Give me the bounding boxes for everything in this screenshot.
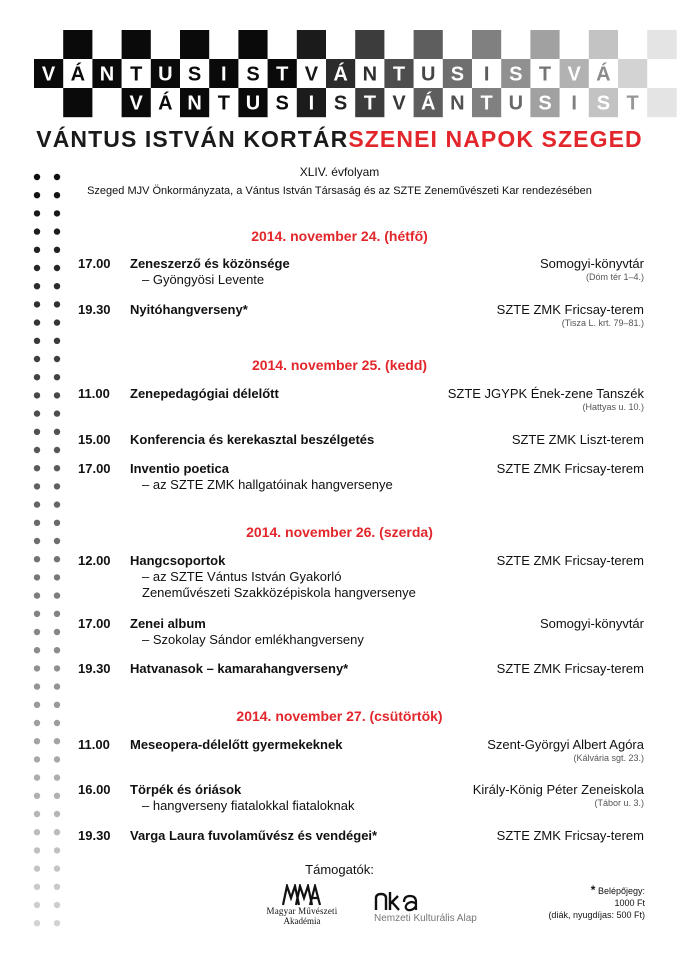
decor-dot bbox=[54, 592, 60, 598]
banner-letter: S bbox=[187, 63, 202, 86]
event-subtitle: – az SZTE Vántus István Gyakorló bbox=[142, 569, 342, 584]
decor-dot bbox=[34, 410, 40, 416]
event-name: Zenei album bbox=[130, 616, 206, 631]
decor-dot bbox=[54, 301, 60, 307]
event-address: (Tisza L. krt. 79–81.) bbox=[561, 318, 644, 328]
checker-cell bbox=[647, 59, 677, 88]
checker-cell bbox=[268, 30, 298, 59]
decor-dot bbox=[34, 756, 40, 762]
banner-letter: S bbox=[509, 63, 523, 86]
event-address: (Tábor u. 3.) bbox=[594, 798, 644, 808]
decor-dot bbox=[54, 556, 60, 562]
decor-dot bbox=[34, 556, 40, 562]
banner-letter: Á bbox=[596, 63, 611, 86]
decor-dot bbox=[54, 247, 60, 253]
banner-letter: N bbox=[187, 92, 202, 115]
decor-dot bbox=[34, 847, 40, 853]
decor-dot bbox=[54, 738, 60, 744]
day-heading: 2014. november 24. (hétfő) bbox=[251, 228, 428, 244]
banner-letter: T bbox=[363, 92, 376, 115]
decor-dot bbox=[54, 774, 60, 780]
event-time: 17.00 bbox=[78, 256, 111, 271]
checker-cell bbox=[122, 30, 152, 59]
event-name: Nyitóhangverseny* bbox=[130, 302, 248, 317]
event-time: 11.00 bbox=[78, 737, 110, 752]
event-address: (Hattyas u. 10.) bbox=[582, 402, 644, 412]
banner-letter: S bbox=[596, 92, 611, 115]
event-name: Meseopera-délelőtt gyermekeknek bbox=[130, 737, 343, 752]
checker-cell bbox=[180, 30, 210, 59]
checker-cell bbox=[472, 30, 502, 59]
checkerboard-banner bbox=[0, 0, 679, 130]
checker-cell bbox=[355, 30, 385, 59]
decor-dot bbox=[54, 811, 60, 817]
checker-cell bbox=[92, 30, 122, 59]
day-heading: 2014. november 25. (kedd) bbox=[251, 357, 428, 373]
decor-dot bbox=[34, 629, 40, 635]
checker-cell bbox=[589, 30, 619, 59]
event-venue: Somogyi-könyvtár bbox=[539, 616, 644, 631]
checker-cell bbox=[618, 30, 648, 59]
decor-dot bbox=[54, 847, 60, 853]
decor-dot bbox=[34, 611, 40, 617]
banner-letter: N bbox=[99, 63, 115, 86]
banner-letter: Á bbox=[70, 63, 86, 86]
event-name: Inventio poetica bbox=[130, 461, 229, 476]
mma-name-line1: Magyar Művészeti bbox=[266, 906, 338, 916]
checker-cell bbox=[560, 30, 590, 59]
banner-letter: T bbox=[217, 92, 230, 115]
decor-dot bbox=[54, 920, 60, 926]
decor-dot bbox=[54, 611, 60, 617]
event-name: Zenepedagógiai délelőtt bbox=[130, 386, 279, 401]
decor-dot bbox=[34, 574, 40, 580]
decor-dot bbox=[54, 629, 60, 635]
checker-cell bbox=[238, 30, 268, 59]
banner-letter: T bbox=[480, 92, 493, 115]
decor-dot bbox=[34, 210, 40, 216]
banner-letter: S bbox=[450, 63, 465, 86]
decor-dot bbox=[34, 884, 40, 890]
checker-cell bbox=[92, 88, 122, 117]
event-name: Varga Laura fuvolaművész és vendégei* bbox=[130, 828, 378, 843]
decor-dot bbox=[34, 374, 40, 380]
banner-letter: S bbox=[538, 92, 552, 115]
banner-letter: U bbox=[508, 92, 524, 115]
decor-dot bbox=[54, 392, 60, 398]
event-venue: SZTE ZMK Fricsay-terem bbox=[496, 553, 644, 568]
banner-letter: T bbox=[538, 63, 552, 86]
checker-cell bbox=[443, 30, 473, 59]
banner-letter: N bbox=[362, 63, 378, 86]
event-time: 19.30 bbox=[78, 661, 111, 676]
checker-cell bbox=[501, 30, 531, 59]
decor-dot bbox=[34, 265, 40, 271]
event-subtitle: – hangverseny fiatalokkal fiataloknak bbox=[142, 798, 355, 813]
decor-dot bbox=[34, 301, 40, 307]
ticket-price: 1000 Ft bbox=[614, 898, 645, 908]
decor-dot bbox=[54, 665, 60, 671]
nka-emblem-icon bbox=[374, 890, 422, 912]
decor-dot bbox=[54, 429, 60, 435]
banner-letter: V bbox=[129, 92, 143, 115]
banner-letter: T bbox=[392, 63, 406, 86]
day-heading: 2014. november 27. (csütörtök) bbox=[236, 708, 443, 724]
decor-dot bbox=[34, 447, 40, 453]
event-name: Hatvanasok – kamarahangverseny* bbox=[130, 661, 349, 676]
decor-dot bbox=[54, 647, 60, 653]
decor-dot bbox=[34, 465, 40, 471]
banner-letter: I bbox=[221, 63, 227, 86]
checker-cell bbox=[414, 30, 444, 59]
event-time: 16.00 bbox=[78, 782, 111, 797]
decor-dot bbox=[54, 283, 60, 289]
event-venue: SZTE ZMK Liszt-terem bbox=[511, 432, 644, 447]
banner-letter: S bbox=[275, 92, 289, 115]
decor-dot bbox=[54, 265, 60, 271]
decor-dot bbox=[34, 920, 40, 926]
banner-letter: Á bbox=[158, 92, 173, 115]
banner-letter: I bbox=[308, 92, 315, 115]
decor-dot bbox=[54, 829, 60, 835]
banner-letter: V bbox=[41, 63, 56, 86]
event-venue: SZTE ZMK Fricsay-terem bbox=[496, 461, 644, 476]
event-time: 17.00 bbox=[78, 616, 111, 631]
decor-dot bbox=[34, 829, 40, 835]
title-part-3: SZEGED bbox=[541, 126, 643, 152]
banner-letter: T bbox=[130, 63, 143, 86]
decor-dot bbox=[34, 774, 40, 780]
event-subtitle: Zeneművészeti Szakközépiskola hangversenye bbox=[142, 585, 416, 600]
checker-cell bbox=[384, 30, 414, 59]
event-address: (Dóm tér 1–4.) bbox=[585, 272, 644, 282]
decor-dot bbox=[34, 283, 40, 289]
event-time: 19.30 bbox=[78, 828, 111, 843]
checker-cell bbox=[530, 30, 560, 59]
event-subtitle: – az SZTE ZMK hallgatóinak hangversenye bbox=[142, 477, 393, 492]
event-time: 17.00 bbox=[78, 461, 111, 476]
event-venue: SZTE ZMK Fricsay-terem bbox=[496, 302, 644, 317]
mma-name-line2: Akadémia bbox=[283, 916, 321, 926]
event-name: Hangcsoportok bbox=[130, 553, 226, 568]
event-venue: Somogyi-könyvtár bbox=[539, 256, 644, 271]
decor-dot bbox=[34, 392, 40, 398]
event-subtitle: – Szokolay Sándor emlékhangverseny bbox=[142, 632, 364, 647]
decor-dot bbox=[54, 501, 60, 507]
ticket-star: * bbox=[590, 883, 596, 897]
decor-dot bbox=[54, 374, 60, 380]
banner-letter: U bbox=[420, 63, 436, 86]
decor-dot bbox=[54, 683, 60, 689]
event-venue: SZTE ZMK Fricsay-terem bbox=[496, 828, 644, 843]
checker-cell bbox=[647, 30, 677, 59]
organizer-line: Szeged MJV Önkormányzata, a Vántus István Társaság és az SZTE Zeneművészeti Kar rendezésében bbox=[87, 185, 592, 197]
decor-dot bbox=[54, 756, 60, 762]
decor-dot bbox=[54, 319, 60, 325]
event-venue: SZTE ZMK Fricsay-terem bbox=[496, 661, 644, 676]
banner-letter: N bbox=[450, 92, 465, 115]
nka-logo bbox=[374, 890, 494, 924]
banner-letter: V bbox=[567, 63, 581, 86]
event-subtitle: – Gyöngyösi Levente bbox=[142, 272, 265, 287]
decor-dot bbox=[54, 902, 60, 908]
sponsors-label: Támogatók: bbox=[305, 862, 374, 877]
decor-dot bbox=[54, 793, 60, 799]
checker-cell bbox=[326, 30, 356, 59]
banner-letter: V bbox=[304, 63, 319, 86]
decor-dot bbox=[54, 447, 60, 453]
event-name: Konferencia és kerekasztal beszélgetés bbox=[130, 432, 375, 447]
evfolyam: XLIV. évfolyam bbox=[299, 165, 380, 179]
checker-cell bbox=[151, 30, 181, 59]
decor-dot bbox=[34, 738, 40, 744]
mma-emblem-icon bbox=[282, 884, 322, 906]
decor-dot bbox=[54, 483, 60, 489]
checker-cell bbox=[297, 30, 327, 59]
banner-letter: I bbox=[483, 63, 490, 86]
ticket-info bbox=[548, 884, 645, 921]
title-part-1: VÁNTUS ISTVÁN KORTÁR bbox=[36, 126, 349, 152]
banner-letter: V bbox=[392, 92, 406, 115]
banner-letter: I bbox=[571, 92, 577, 115]
day-heading: 2014. november 26. (szerda) bbox=[246, 524, 433, 540]
decor-dot bbox=[34, 501, 40, 507]
event-name: Törpék és óriások bbox=[130, 782, 242, 797]
decor-dot bbox=[54, 410, 60, 416]
decor-dot bbox=[34, 483, 40, 489]
event-time: 12.00 bbox=[78, 553, 111, 568]
page-title bbox=[0, 126, 679, 153]
decor-dot bbox=[34, 429, 40, 435]
banner-letter: T bbox=[626, 92, 639, 115]
decor-dot bbox=[54, 210, 60, 216]
checker-cell bbox=[209, 30, 239, 59]
checker-cell bbox=[647, 88, 677, 117]
banner-letter: S bbox=[246, 63, 260, 86]
banner-letter: U bbox=[158, 63, 173, 86]
event-name: Zeneszerző és közönsége bbox=[130, 256, 290, 271]
decor-dot bbox=[34, 338, 40, 344]
title-part-2: SZENEI NAPOK bbox=[348, 126, 542, 152]
decor-dot bbox=[34, 319, 40, 325]
event-address: (Kálvária sgt. 23.) bbox=[573, 753, 644, 763]
decor-dot bbox=[34, 902, 40, 908]
banner-letter: Á bbox=[333, 63, 348, 86]
banner-letter: S bbox=[333, 92, 348, 115]
decor-dot bbox=[34, 811, 40, 817]
decor-dot bbox=[54, 574, 60, 580]
mma-logo bbox=[262, 884, 342, 926]
banner-letter: Á bbox=[420, 92, 436, 115]
decor-dot bbox=[54, 465, 60, 471]
event-venue: Szent-Györgyi Albert Agóra bbox=[487, 737, 644, 752]
event-time: 15.00 bbox=[78, 432, 111, 447]
decor-dot bbox=[34, 647, 40, 653]
banner-letter: T bbox=[276, 63, 289, 86]
ticket-discount: (diák, nyugdíjas: 500 Ft) bbox=[548, 910, 645, 920]
event-time: 11.00 bbox=[78, 386, 110, 401]
event-venue: SZTE JGYPK Ének-zene Tanszék bbox=[447, 386, 644, 401]
nka-name: Nemzeti Kulturális Alap bbox=[374, 913, 477, 924]
ticket-label: Belépőjegy: bbox=[597, 886, 645, 896]
decor-dot bbox=[34, 665, 40, 671]
checker-cell bbox=[618, 59, 648, 88]
decor-dot bbox=[34, 793, 40, 799]
decor-dot bbox=[54, 338, 60, 344]
decor-dot bbox=[34, 592, 40, 598]
decor-dot bbox=[34, 683, 40, 689]
decor-dot bbox=[54, 884, 60, 890]
decor-dot bbox=[34, 247, 40, 253]
event-time: 19.30 bbox=[78, 302, 111, 317]
banner-letter: U bbox=[245, 92, 261, 115]
event-venue: Király-König Péter Zeneiskola bbox=[472, 782, 644, 797]
